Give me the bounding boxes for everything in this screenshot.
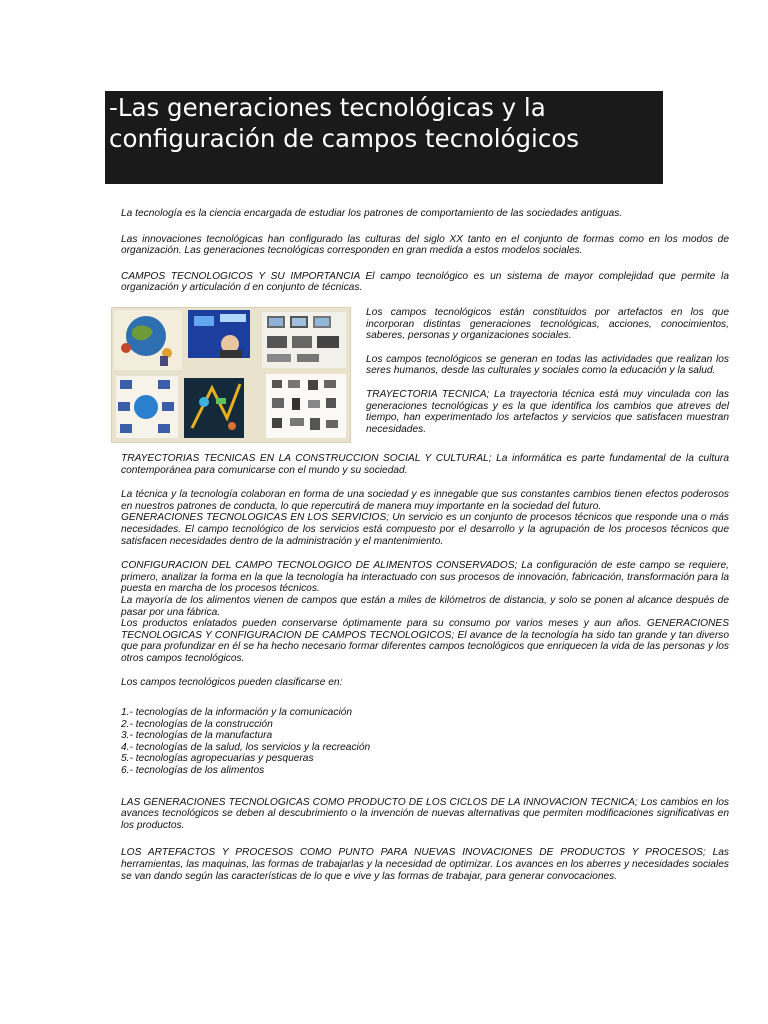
list-item: 1.- tecnologías de la información y la comunicación [121, 707, 353, 719]
computers-photo [262, 312, 346, 368]
paragraph-intro: La tecnología es la ciencia encargada de estudiar los patrones de comportamiento de las sociedades antiguas. [121, 208, 623, 219]
paragraph-ciclos-innovacion: LAS GENERACIONES TECNOLOGICAS COMO PRODUCTO DE LOS CICLOS DE LA INNOVACION TECNICA; Los cambios en los avances tecnológicos se deben al descubrimiento o la invención de nuevas alternativas que permiten modificaciones significativas en los productos. [121, 796, 729, 831]
document-body [121, 208, 729, 882]
paragraph-trayectorias-construccion: TRAYECTORIAS TECNICAS EN LA CONSTRUCCION SOCIAL Y CULTURAL; La informática es parte fundamental de la cultura contemporánea para comunicarse con el mundo y su sociedad. [121, 452, 729, 476]
network-globe-image [116, 376, 178, 438]
title-banner [105, 91, 663, 184]
technology-collage-image [111, 307, 351, 443]
globe-network-photo [114, 310, 182, 370]
abstract-tech-image [184, 378, 244, 438]
paragraph-campos-constituidos: Los campos tecnológicos están constituidos por artefactos en los que incorporan distintas generaciones tecnológicas, acciones, conocimientos, saberes, personas y organizaciones sociales. [366, 306, 729, 342]
paragraph-productos-enlatados: Los productos enlatados pueden conservarse óptimamente para su consumo por varios meses y aun años. GENERACIONES TECNOLOGICAS Y CONFIGURACION DE CAMPOS TECNOLOGICOS; El avance de la tecnología ha sido tan grande y tan diverso que para profundizar en él se ha hecho necesario formar diferentes campos tecnológicos que enriquecen la vida de las personas y los otros campos tecnológicos. [121, 618, 729, 664]
list-item: 5.- tecnologías agropecuarias y pesqueras [121, 753, 314, 765]
technology-list [121, 707, 729, 777]
list-item: 4.- tecnologías de la salud, los servicios y la recreación [121, 741, 371, 753]
paragraph-tecnica-tecnologia: La técnica y la tecnología colaboran en forma de una sociedad y es innegable que sus constantes cambios tienen efectos poderosos en nuestros patrones de conducta, lo que repercutirá de manera muy importante en la sociedad del futuro. [121, 489, 729, 512]
paragraph-alimentos-conservados: CONFIGURACION DEL CAMPO TECNOLOGICO DE ALIMENTOS CONSERVADOS; La configuración de este campo se requiere, primero, analizar la forma en la que la tecnología ha interactuado con sus procesos de innovación, fabricación, transformación para la puesta en marcha de los procesos técnicos. [121, 560, 729, 595]
paragraph-generaciones-servicios: GENERACIONES TECNOLOGICAS EN LOS SERVICIOS; Un servicio es un conjunto de procesos técnicos que responde una o más necesidades. El campo tecnológico de los servicios está compuesto por el desarrollo y la agrupación de los procesos técnicos que satisfacen necesidades dentro de la administración y el mantenimiento. [121, 512, 729, 547]
paragraph-campos-generan: Los campos tecnológicos se generan en todas las actividades que realizan los seres humanos, desde las culturales y sociales como la educación y la salud. [366, 353, 729, 377]
paragraph-artefactos-procesos: LOS ARTEFACTOS Y PROCESOS COMO PUNTO PARA NUEVAS INOVACIONES DE PRODUCTOS Y PROCESOS; Las herramientas, las maquinas, las formas de trabajarlas y la necesidad de optimizar. Los avances en los aberres y necesidades sociales se van dando según las características de lo que e vive y las formas de trabajar, para generar convocaciones. [121, 847, 729, 882]
list-item: 2.- tecnologías de la construcción [121, 718, 273, 730]
list-item: 6.- tecnologías de los alimentos [121, 765, 265, 777]
side-text [366, 307, 729, 443]
image-text-row [121, 307, 729, 443]
paragraph-innovations: Las innovaciones tecnológicas han configurado las culturas del siglo XX tanto en el conjunto de formas como en los modos de organización. Las generaciones tecnológicas corresponden en gran medida a estos modelos sociales. [121, 233, 729, 257]
collage-graphic [112, 308, 350, 442]
paragraph-alimentos-fabrica: La mayoría de los alimentos vienen de campos que están a miles de kilómetros de distancia, y solo se ponen al alcance después de pasar por una fábrica. [121, 594, 729, 618]
paragraph-trayectoria-tecnica: TRAYECTORIA TECNICA; La trayectoria técnica está muy vinculada con las generaciones tecnológicas y es la que identifica los cambios que atreves del tiempo, han experimentado los artefactos y servicios que satisfacen muestran necesidades. [366, 388, 729, 435]
page-title: -Las generaciones tecnológicas y la configuración de campos tecnológicos [109, 93, 580, 153]
gadgets-photo [266, 374, 346, 438]
paragraph-clasificacion: Los campos tecnológicos pueden clasificarse en: [121, 677, 343, 689]
list-item: 3.- tecnologías de la manufactura [121, 730, 273, 742]
digital-lab-photo [188, 310, 250, 358]
paragraph-campos-importancia: CAMPOS TECNOLOGICOS Y SU IMPORTANCIA El campo tecnológico es un sistema de mayor complejidad que permite la organización y articulación d en conjunto de técnicas. [121, 270, 729, 294]
